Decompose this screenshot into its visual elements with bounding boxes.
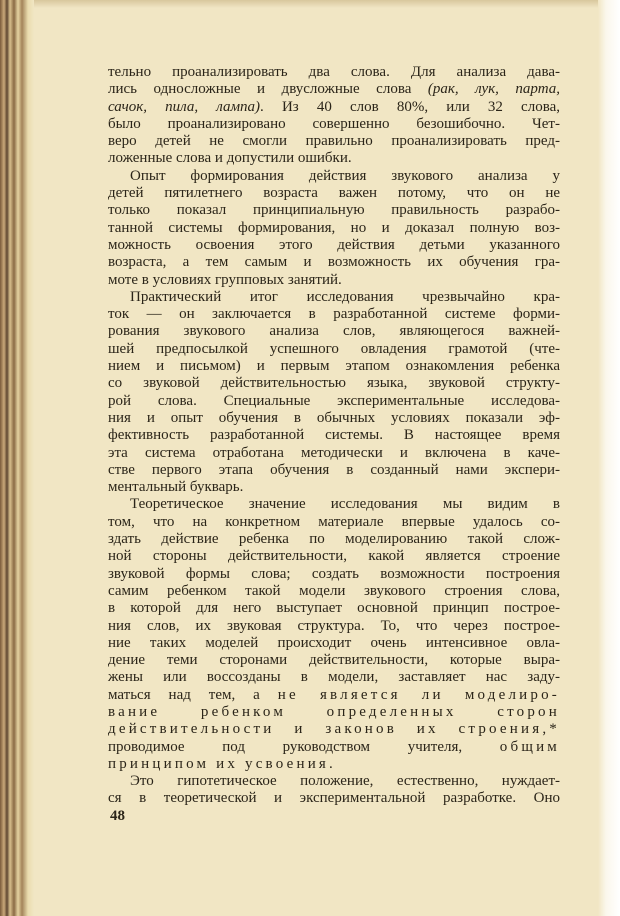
text-line: [108, 756, 560, 773]
text-line: [108, 790, 560, 807]
text-line: [108, 306, 560, 323]
text-line: [108, 410, 560, 427]
text-line: [108, 150, 560, 167]
text-line: [108, 531, 560, 548]
text-line: [108, 721, 560, 738]
text-line: [108, 220, 560, 237]
text-line: [108, 445, 560, 462]
text-segment: здать действие ребенка по моделированию такой слож-: [108, 531, 560, 548]
text-line: [108, 479, 560, 496]
text-line: [108, 462, 560, 479]
text-line: [108, 548, 560, 565]
page-number: 48: [110, 808, 125, 824]
text-line: [108, 496, 560, 513]
spaced-emphasis-text-segment: общим: [499, 738, 560, 755]
text-line: [108, 600, 560, 617]
text-segment: ния и опыт обучения в обычных условиях показали эф-: [108, 409, 560, 426]
text-segment: веро детей не смогли правильно проанализировать пред-: [108, 133, 560, 150]
text-line: [108, 375, 560, 392]
spaced-emphasis-text-segment: не является ли моделиро-: [277, 686, 560, 703]
text-line: [108, 427, 560, 444]
text-segment: моте в условиях групповых занятий.: [108, 271, 342, 288]
paragraph: [108, 496, 560, 773]
text-line: [108, 237, 560, 254]
text-segment: звуковой формы слова; создать возможности построения: [108, 565, 560, 582]
page-right-margin: [598, 0, 620, 916]
text-line: [108, 254, 560, 271]
text-segment: . Из 40 слов 80%, или 32 слова,: [260, 98, 560, 115]
text-segment: рой слова. Специальные экспериментальные исследова-: [108, 392, 560, 409]
page-top-edge: [0, 0, 620, 8]
text-line: [108, 635, 560, 652]
paragraph: [108, 168, 560, 289]
spaced-emphasis-text-segment: принципом их усвоения.: [108, 755, 336, 772]
text-line: [108, 81, 560, 98]
book-spine-edge: [0, 0, 34, 916]
text-segment: Практический итог исследования чрезвычайно кра-: [130, 288, 560, 305]
text-segment: ния слов, их звуковая структура. То, что через построе-: [108, 617, 560, 634]
text-segment: ся в теоретической и экспериментальной разработке. Оно: [108, 790, 560, 807]
text-line: [108, 185, 560, 202]
paragraph: [108, 64, 560, 168]
text-line: [108, 133, 560, 150]
text-segment: возраста, а тем самым и возможность их обучения гра-: [108, 254, 560, 271]
spaced-emphasis-text-segment: действительности и законов их строения,*: [108, 721, 560, 738]
text-segment: Теоретическое значение исследования мы видим в: [130, 496, 560, 513]
text-segment: маться над тем, а: [108, 686, 278, 703]
text-segment: дение теми сторонами действительности, которые выра-: [108, 652, 560, 669]
text-segment: танной системы формирования, но и доказал полную воз-: [108, 219, 560, 236]
text-segment: тельно проанализировать два слова. Для анализа дава-: [108, 64, 560, 80]
text-line: [108, 566, 560, 583]
text-line: [108, 583, 560, 600]
paragraph: [108, 289, 560, 497]
text-line: [108, 773, 560, 790]
text-segment: только показал принципиальную правильность разрабо-: [108, 202, 560, 219]
italic-text-segment: (рак, лук, парта,: [427, 81, 560, 98]
text-segment: самим ребенком такой модели звукового строения слова,: [108, 582, 560, 599]
text-segment: нием и письмом) и первым этапом ознакомления ребенка: [108, 358, 560, 375]
text-line: [108, 704, 560, 721]
text-segment: стве первого этапа обучения в созданный нами экспери-: [108, 461, 560, 478]
text-segment: ток — он заключается в разработанной системе форми-: [108, 306, 560, 323]
text-segment: ложенные слова и допустили ошибки.: [108, 150, 352, 167]
text-line: [108, 341, 560, 358]
text-segment: со звуковой действительностью языка, звуковой структу-: [108, 375, 560, 392]
text-line: [108, 393, 560, 410]
text-segment: жены или воссозданы в модели, заставляет нас заду-: [108, 669, 560, 686]
text-line: [108, 116, 560, 133]
text-line: [108, 272, 560, 289]
text-segment: эта система отработана методически и включена в каче-: [108, 444, 560, 461]
text-line: [108, 669, 560, 686]
spaced-emphasis-text-segment: вание ребенком определенных сторон: [108, 703, 560, 720]
text-line: [108, 202, 560, 219]
text-segment: Это гипотетическое положение, естественно, нуждает-: [130, 773, 560, 790]
text-segment: шей предпосылкой успешного овладения грамотой (чте-: [108, 340, 560, 357]
text-segment: проводимое под руководством учителя,: [108, 738, 500, 755]
text-segment: лись односложные и двусложные слова: [108, 81, 428, 98]
text-line: [108, 687, 560, 704]
text-line: [108, 652, 560, 669]
text-line: [108, 168, 560, 185]
page-body-text: [108, 64, 560, 808]
text-segment: ной стороны действительности, какой является строение: [108, 548, 560, 565]
text-line: [108, 64, 560, 81]
text-segment: в которой для него выступает основной принцип построе-: [108, 600, 560, 617]
text-segment: фективность разработанной системы. В настоящее время: [108, 427, 560, 444]
text-line: [108, 99, 560, 116]
text-segment: детей пятилетнего возраста важен потому, что он не: [108, 185, 560, 202]
paragraph: [108, 773, 560, 808]
italic-text-segment: сачок, пила, лампа): [108, 98, 261, 115]
text-segment: Опыт формирования действия звукового анализа у: [130, 167, 560, 184]
text-line: [108, 289, 560, 306]
text-segment: рования звукового анализа слов, являющегося важней-: [108, 323, 560, 340]
text-line: [108, 618, 560, 635]
text-segment: ние таких моделей происходит очень интенсивное овла-: [108, 634, 560, 651]
text-line: [108, 514, 560, 531]
text-line: [108, 323, 560, 340]
text-segment: было проанализировано совершенно безошибочно. Чет-: [108, 115, 560, 132]
text-segment: можность освоения этого действия детьми указанного: [108, 236, 560, 253]
text-line: [108, 358, 560, 375]
text-segment: ментальный букварь.: [108, 479, 244, 496]
text-line: [108, 739, 560, 756]
text-segment: том, что на конкретном материале впервые удалось со-: [108, 513, 560, 530]
